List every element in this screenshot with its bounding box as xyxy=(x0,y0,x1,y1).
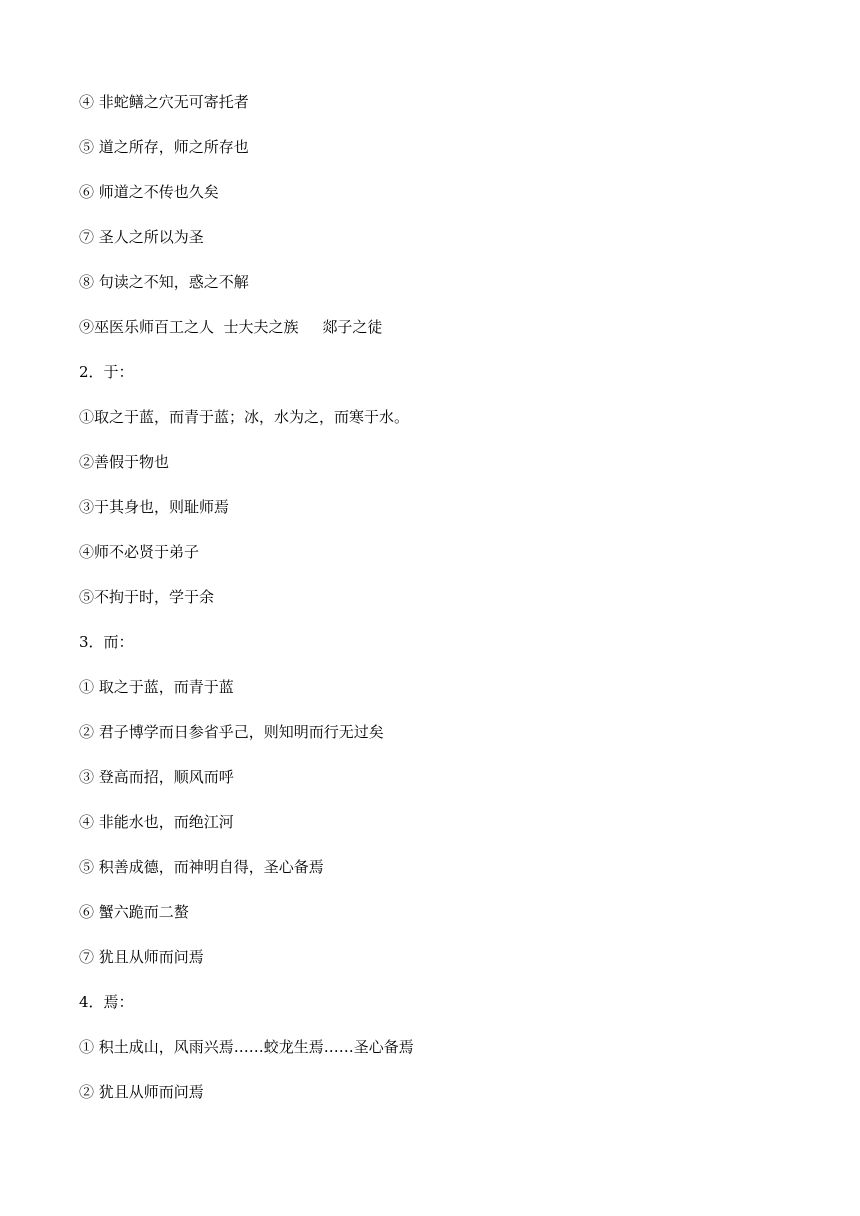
text-line: ⑦ 犹且从师而问焉 xyxy=(79,948,204,966)
text-line: ⑦ 圣人之所以为圣 xyxy=(79,228,204,246)
text-line: ③于其身也，则耻师焉 xyxy=(79,498,230,516)
section-heading: 2．于： xyxy=(79,363,134,381)
text-line: ④ 非蛇鳝之穴无可寄托者 xyxy=(79,93,249,111)
text-line: ⑥ 蟹六跪而二螯 xyxy=(79,903,189,921)
text-line: ④师不必贤于弟子 xyxy=(79,543,200,561)
text-line: ⑤ 积善成德，而神明自得，圣心备焉 xyxy=(79,858,324,876)
text-line: ⑥ 师道之不传也久矣 xyxy=(79,183,219,201)
text-line: ① 积土成山，风雨兴焉……蛟龙生焉……圣心备焉 xyxy=(79,1038,414,1056)
section-heading: 4．焉： xyxy=(79,993,134,1011)
text-line: ⑤ 道之所存，师之所存也 xyxy=(79,138,249,156)
text-line: ② 君子博学而日参省乎己，则知明而行无过矣 xyxy=(79,723,384,741)
text-line: ④ 非能水也，而绝江河 xyxy=(79,813,234,831)
text-line: ⑨巫医乐师百工之人 士大夫之族 郯子之徒 xyxy=(79,318,383,336)
text-line: ③ 登高而招，顺风而呼 xyxy=(79,768,234,786)
text-line: ②善假于物也 xyxy=(79,453,170,471)
text-line: ①取之于蓝，而青于蓝；冰，水为之，而寒于水。 xyxy=(79,408,410,426)
section-heading: 3．而： xyxy=(79,633,134,651)
document-body xyxy=(79,90,779,1125)
text-line: ① 取之于蓝，而青于蓝 xyxy=(79,678,234,696)
text-line: ② 犹且从师而问焉 xyxy=(79,1083,204,1101)
text-line: ⑤不拘于时，学于余 xyxy=(79,588,215,606)
text-line: ⑧ 句读之不知，惑之不解 xyxy=(79,273,249,291)
